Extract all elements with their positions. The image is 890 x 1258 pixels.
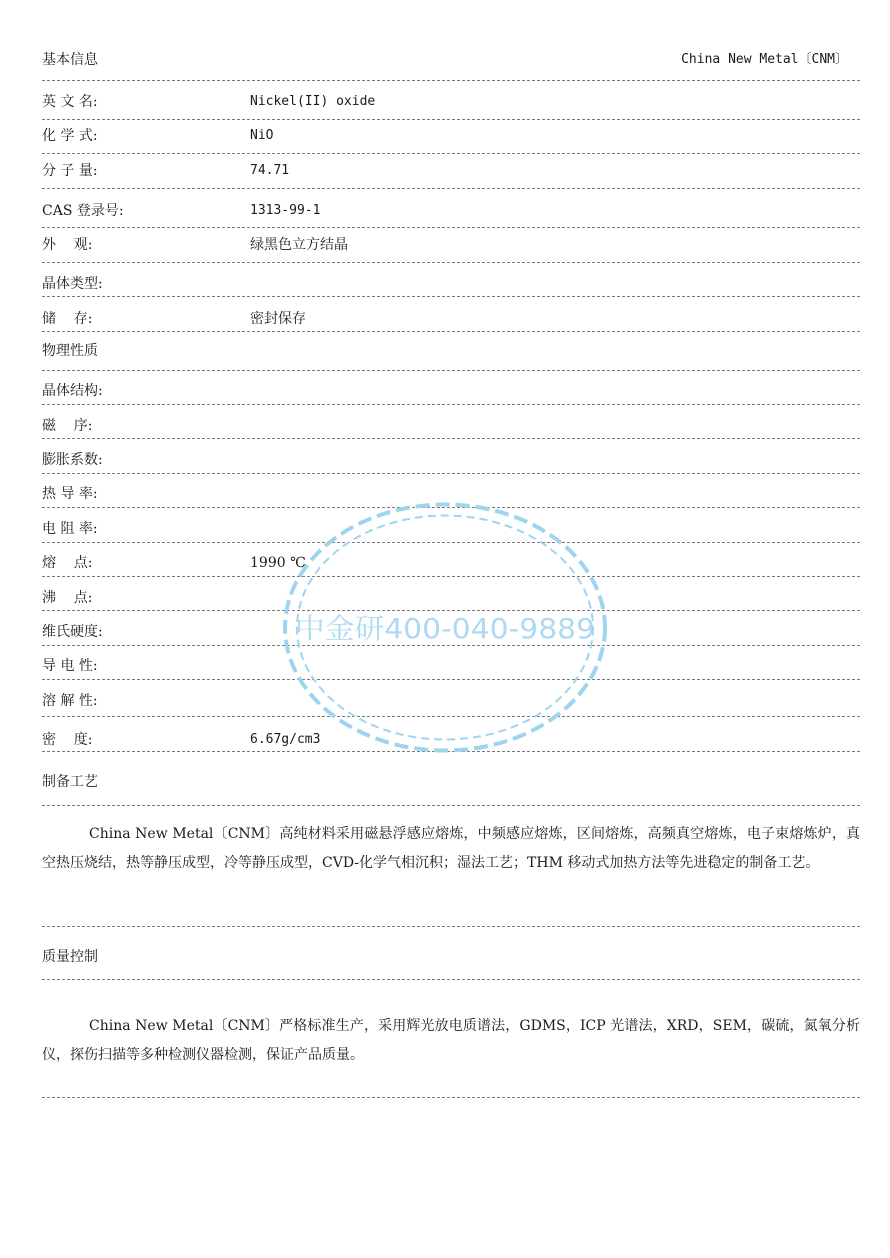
label-conductivity: 导 电 性: [42,658,98,674]
label-boiling-point: 沸 点: [42,590,93,606]
divider [42,926,860,927]
label-molecular-weight: 分 子 量: [42,163,98,179]
label-solubility: 溶 解 性: [42,693,98,709]
label-magnetic-order: 磁 序: [42,418,93,434]
label-thermal-conductivity: 热 导 率: [42,486,98,502]
section-title-basic-info: 基本信息 [42,52,98,68]
divider [42,438,860,439]
label-crystal-structure: 晶体结构: [42,383,103,399]
divider [42,153,860,154]
divider [42,262,860,263]
company-name: China New Metal〔CNM〕 [681,52,848,67]
section-title-physical: 物理性质 [42,343,98,359]
preparation-paragraph: China New Metal〔CNM〕高纯材料采用磁悬浮感应熔炼，中频感应熔炼，区间熔炼，高频真空熔炼，电子束熔炼炉，真空热压烧结，热等静压成型，冷等静压成型，CVD-化学气相沉积；湿法工艺；THM 移动式加热方法等先进稳定的制备工艺。 [42,826,860,871]
value-english-name: Nickel(II) oxide [250,94,376,109]
section-title-preparation: 制备工艺 [42,774,98,790]
watermark-text: 中金研400-040-9889 [295,612,595,645]
divider [42,979,860,980]
divider [42,296,860,297]
value-storage: 密封保存 [250,311,306,327]
watermark-stamp [280,500,610,755]
label-cas-number: CAS 登录号: [42,203,124,219]
label-vickers-hardness: 维氏硬度: [42,624,103,640]
value-density: 6.67g/cm3 [250,732,321,747]
label-expansion-coefficient: 膨胀系数: [42,452,103,468]
divider [42,805,860,806]
value-cas-number: 1313-99-1 [250,203,321,218]
label-crystal-type: 晶体类型: [42,276,103,292]
divider [42,473,860,474]
label-melting-point: 熔 点: [42,555,93,571]
value-chemical-formula: NiO [250,128,274,143]
quality-paragraph: China New Metal〔CNM〕严格标准生产，采用辉光放电质谱法，GDMS，ICP 光谱法，XRD，SEM，碳硫，氮氧分析仪，探伤扫描等多种检测仪器检测，保证产品质量。 [42,1018,860,1063]
section-title-quality: 质量控制 [42,949,98,965]
label-appearance: 外 观: [42,237,93,253]
divider [42,1097,860,1098]
divider [42,227,860,228]
label-storage: 储 存: [42,311,93,327]
label-chemical-formula: 化 学 式: [42,128,98,144]
divider [42,119,860,120]
value-melting-point: 1990 ℃ [250,555,306,571]
divider [42,331,860,332]
value-appearance: 绿黑色立方结晶 [250,237,348,253]
divider [42,188,860,189]
divider [42,80,860,81]
value-molecular-weight: 74.71 [250,163,290,178]
label-english-name: 英 文 名: [42,94,98,110]
label-resistivity: 电 阻 率: [42,521,98,537]
divider [42,370,860,371]
label-density: 密 度: [42,732,93,748]
divider [42,404,860,405]
